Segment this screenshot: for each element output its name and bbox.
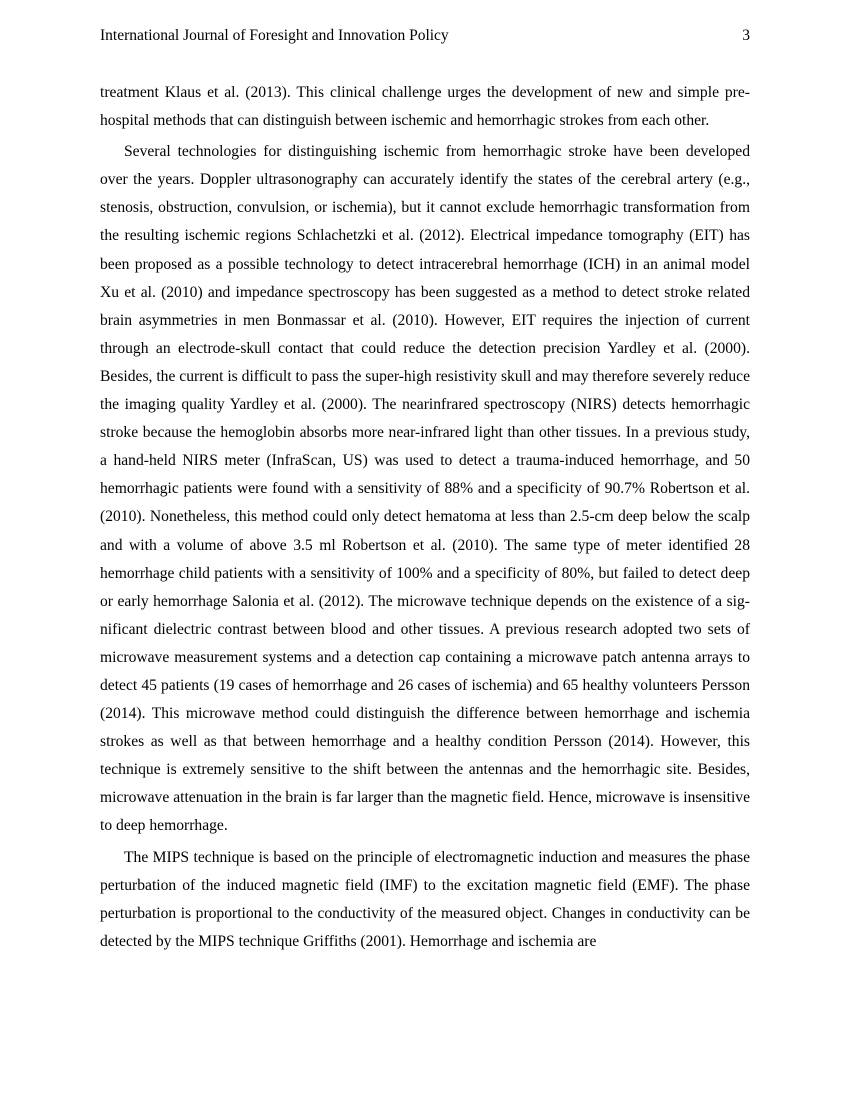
page-number: 3 [742, 27, 750, 44]
paragraph-continuation: treatment Klaus et al. (2013). This clinical challenge urges the development of new and simple pre-hospital methods that can distinguish between ischemic and hemorrhagic strokes from each other. [100, 84, 750, 130]
paragraph-stroke-technologies: Several technologies for distinguishing ischemic from hemorrhagic stroke have been developed over the years. Doppler ultrasonography can accurately identify the states of the cerebral artery (e.g., stenosis, obstruction, convulsion, or ischemia), but it cannot exclude hemorrhagic transformation from the resulting ischemic regions Schlachetzki et al. (2012). Electrical impedance tomography (EIT) has been proposed as a possible technology to detect intracerebral hemorrhage (ICH) in an animal model Xu et al. (2010) and impedance spectroscopy has been suggested as a method to detect stroke related brain asymmetries in men Bonmassar et al. (2010). However, EIT requires the injection of current through an electrode-skull contact that could reduce the detection precision Yardley et al. (2000). Besides, the current is difficult to pass the super-high resistivity skull and may therefore severely reduce the imaging quality Yardley et al. (2000). The nearinfrared spectroscopy (NIRS) detects hemorrhagic stroke because the hemoglobin absorbs more near-infrared light than other tissues. In a previous study, a hand-held NIRS meter (InfraScan, US) was used to detect a trauma-induced hemorrhage, and 50 hemorrhagic patients were found with a sensitivity of 88% and a specificity of 90.7% Robertson et al. (2010). Nonetheless, this method could only detect hematoma at less than 2.5-cm deep below the scalp and with a volume of above 3.5 ml Robertson et al. (2010). The same type of meter identified 28 hemorrhage child patients with a sensitivity of 100% and a specificity of 80%, but failed to detect deep or early hemorrhage Salonia et al. (2012). The microwave technique depends on the existence of a significant dielectric contrast between blood and other tissues. A previous research adopted two sets of microwave measurement systems and a detection cap containing a microwave patch antenna arrays to detect 45 patients (19 cases of hemorrhage and 26 cases of ischemia) and 65 healthy volunteers Persson (2014). This microwave method could distinguish the difference between hemorrhage and ischemia strokes as well as that between hemorrhage and a healthy condition Persson (2014). However, this technique is extremely sensitive to the shift between the antennas and the hemorrhagic site. Besides, microwave attenuation in the brain is far larger than the magnetic field. Hence, microwave is insensitive to deep hemorrhage. [100, 143, 750, 835]
paragraph-mips-technique: The MIPS technique is based on the principle of electromagnetic induction and measures the phase perturbation of the induced magnetic field (IMF) to the excitation magnetic field (EMF). The phase perturbation is proportional to the conductivity of the measured object. Changes in conductivity can be detected by the MIPS technique Griffiths (2001). Hemorrhage and ischemia are [100, 848, 750, 950]
body-text [100, 79, 750, 959]
journal-title: International Journal of Foresight and Innovation Policy [100, 27, 449, 44]
running-header [100, 26, 750, 46]
